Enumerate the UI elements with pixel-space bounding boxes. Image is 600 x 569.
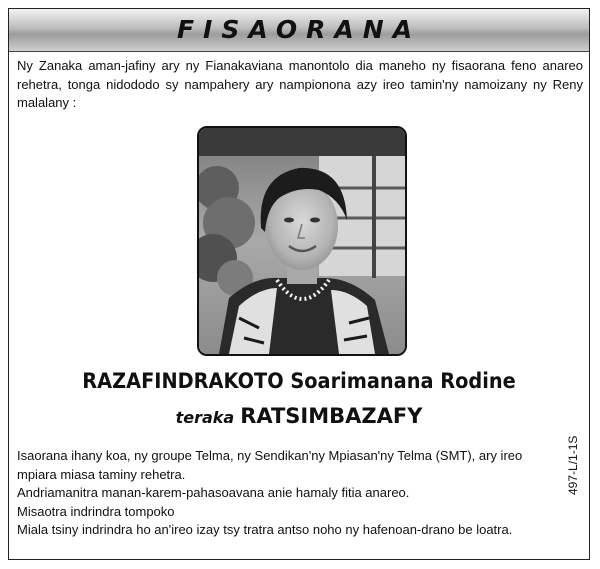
portrait-photo xyxy=(197,126,407,356)
body-paragraph: Andriamanitra manan-karem-pahasoavana anie hamaly fitia anareo. xyxy=(17,485,410,500)
portrait-image xyxy=(199,128,405,354)
deceased-name: RAZAFINDRAKOTO Soarimanana Rodine xyxy=(82,369,516,393)
spouse-name: RATSIMBAZAFY xyxy=(240,404,423,428)
reference-code: 497-L/1-1S xyxy=(566,435,580,495)
body-paragraph: Isaorana ihany koa, ny groupe Telma, ny Sendikan'ny Mpiasan'ny Telma (SMT), ary ireo mpiara miasa taminy rehetra. xyxy=(17,448,523,482)
spouse-prefix: teraka xyxy=(175,408,235,427)
body-text xyxy=(17,447,562,540)
notice-frame xyxy=(8,8,590,560)
spouse-line xyxy=(9,403,589,431)
body-paragraph: Miala tsiny indrindra ho an'ireo izay tsy tratra antso noho ny hafenoan-drano be loatra. xyxy=(17,522,513,537)
body-paragraph: Misaotra indrindra tompoko xyxy=(17,503,175,519)
notice-title: FISAORANA xyxy=(176,15,422,44)
intro-text: Ny Zanaka aman-jafiny ary ny Fianakaviana manontolo dia maneho ny fisaorana feno anareo rehetra, tonga nidododo sy nampahery ary nampionona azy ireo tamin'ny namoizany ny Reny malalany : xyxy=(17,58,583,110)
